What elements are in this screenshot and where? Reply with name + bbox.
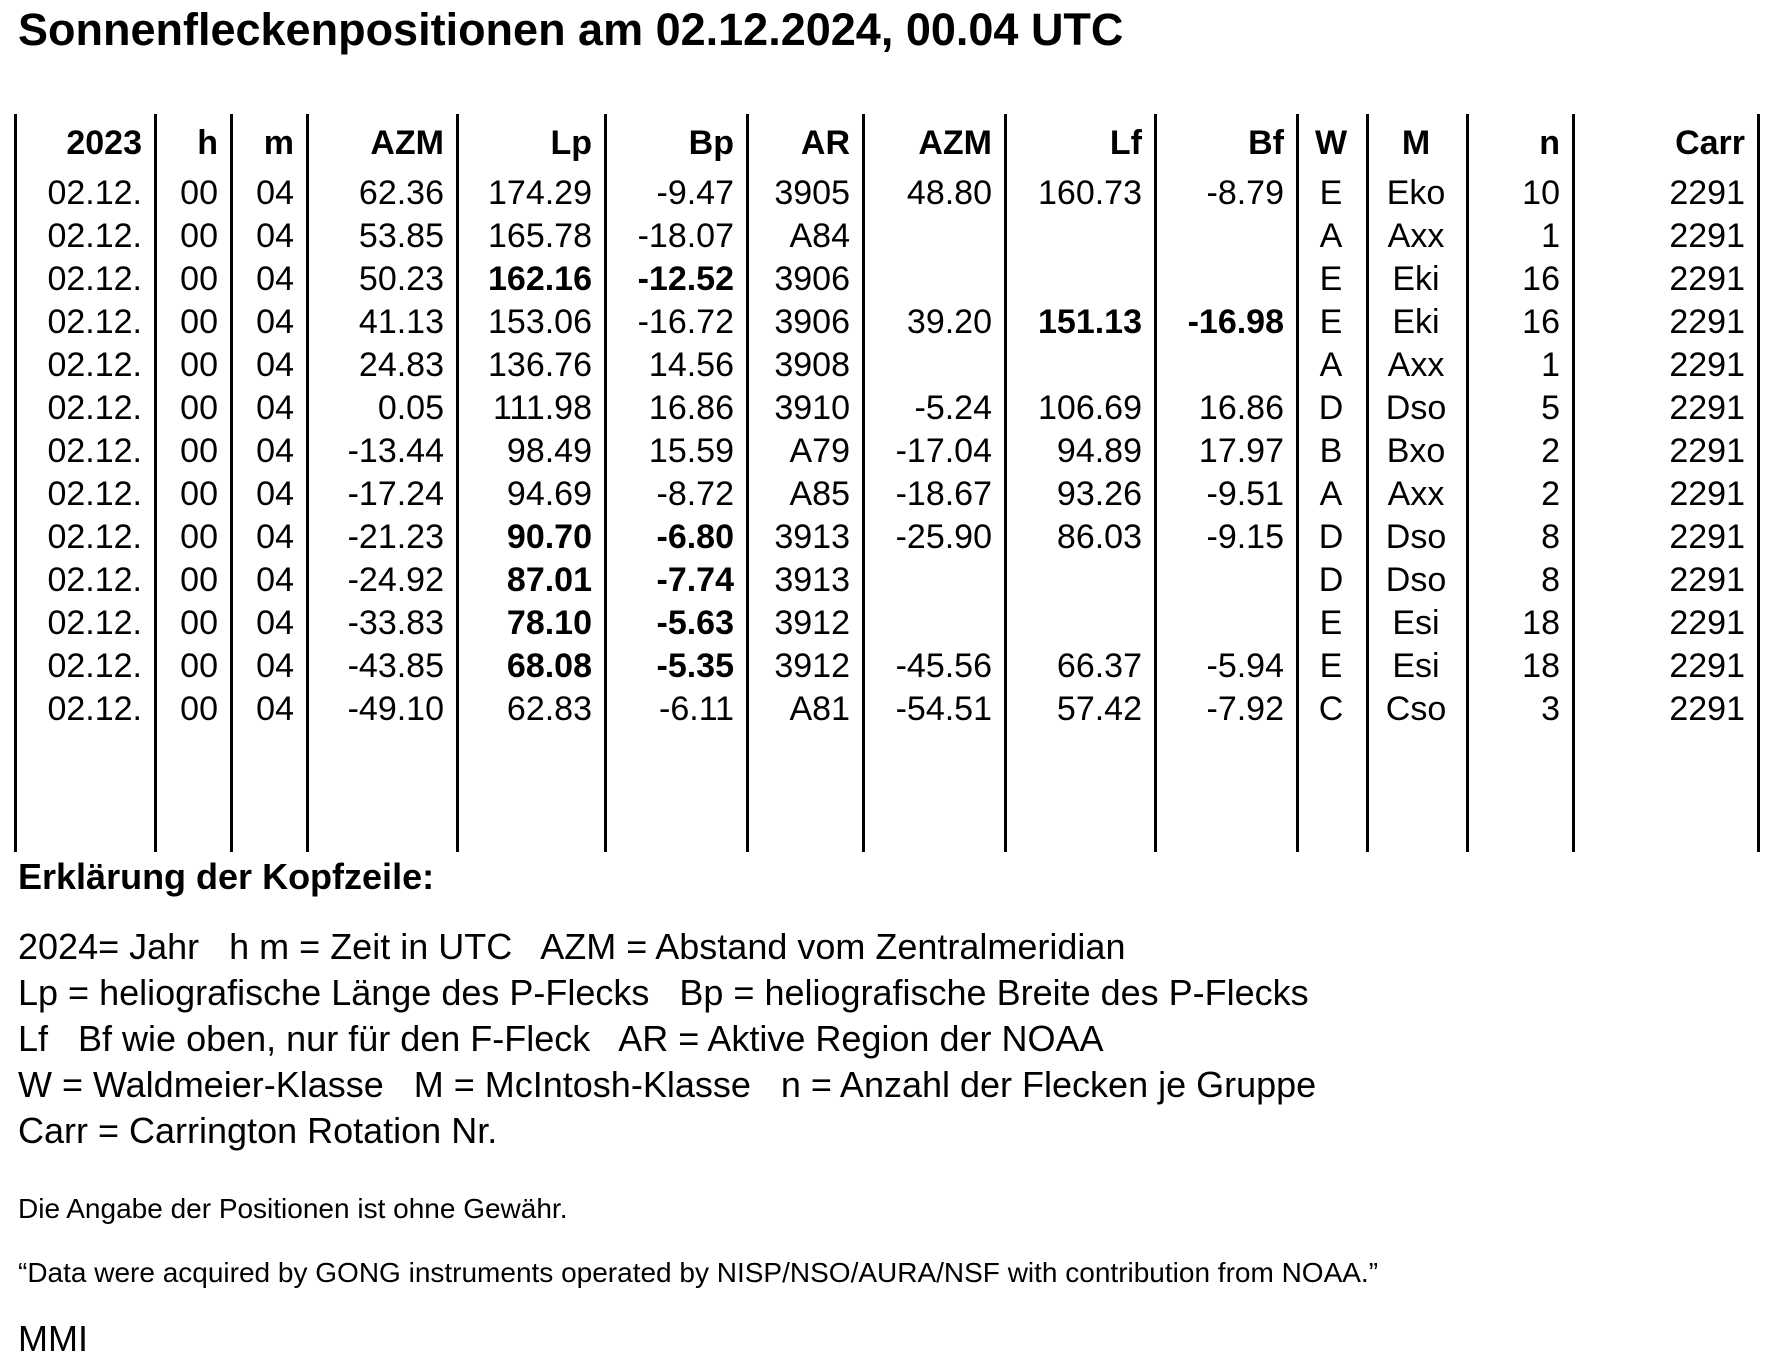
table-cell: 04	[256, 518, 294, 556]
table-cell	[1004, 602, 1154, 645]
table-row	[14, 516, 1757, 559]
table-cell: -9.47	[656, 174, 734, 212]
table-cell: 0.05	[377, 389, 444, 427]
table-cell: -6.80	[656, 518, 734, 556]
table-cell: 00	[180, 346, 218, 384]
legend-line: Lp = heliografische Länge des P-Flecks Bp = heliografische Breite des P-Flecks	[18, 972, 1309, 1013]
table-cell: 18	[1522, 647, 1560, 685]
table-cell: -16.72	[637, 303, 734, 341]
table-cell: 174.29	[488, 174, 592, 212]
table-cell: 04	[256, 217, 294, 255]
table-cell: 02.12.	[47, 303, 142, 341]
table-cell: 02.12.	[47, 432, 142, 470]
table-cell: 165.78	[488, 217, 592, 255]
column-header: 2023	[66, 124, 142, 162]
legend-line: Lf Bf wie oben, nur für den F-Fleck AR = Aktive Region der NOAA	[18, 1018, 1104, 1059]
column-divider	[1757, 114, 1760, 852]
table-cell: 00	[180, 303, 218, 341]
table-cell: 00	[180, 260, 218, 298]
table-row	[14, 688, 1757, 731]
table-cell: Axx	[1387, 217, 1445, 255]
table-row	[14, 344, 1757, 387]
table-cell: 2291	[1669, 303, 1745, 341]
table-cell: -5.63	[656, 604, 734, 642]
table-cell: 2291	[1669, 260, 1745, 298]
table-body	[14, 172, 1757, 731]
table-cell: 04	[256, 432, 294, 470]
table-cell: 16	[1522, 260, 1560, 298]
table-cell: -18.07	[637, 217, 734, 255]
table-cell	[1154, 602, 1296, 645]
table-cell: 02.12.	[47, 260, 142, 298]
column-header: Lp	[550, 124, 592, 162]
table-cell: 78.10	[506, 604, 592, 642]
table-cell: -43.85	[347, 647, 444, 685]
table-cell: 02.12.	[47, 346, 142, 384]
table-cell: 2291	[1669, 475, 1745, 513]
table-cell: -5.35	[656, 647, 734, 685]
legend-heading: Erklärung der Kopfzeile:	[18, 856, 435, 897]
table-cell: 00	[180, 174, 218, 212]
table-cell	[1004, 258, 1154, 301]
table-cell: 04	[256, 561, 294, 599]
table-cell: 2291	[1669, 647, 1745, 685]
page-title: Sonnenfleckenpositionen am 02.12.2024, 00.04 UTC	[18, 4, 1124, 55]
table-cell: -54.51	[895, 690, 992, 728]
table-cell: E	[1319, 604, 1343, 642]
table-cell: 3910	[774, 389, 850, 427]
table-cell: -18.67	[895, 475, 992, 513]
table-cell: Axx	[1387, 346, 1445, 384]
table-cell: 62.36	[358, 174, 444, 212]
table-cell: 2291	[1669, 561, 1745, 599]
table-cell: 16.86	[1198, 389, 1284, 427]
table-cell: -13.44	[347, 432, 444, 470]
table-cell: 02.12.	[47, 475, 142, 513]
column-header: W	[1314, 124, 1348, 162]
table-row	[14, 258, 1757, 301]
table-cell: 2291	[1669, 518, 1745, 556]
table-cell	[1004, 559, 1154, 602]
table-cell: -33.83	[347, 604, 444, 642]
table-cell: 00	[180, 475, 218, 513]
table-cell: 2	[1541, 432, 1560, 470]
table-cell: -17.24	[347, 475, 444, 513]
table-cell	[1154, 215, 1296, 258]
table-cell	[862, 344, 1004, 387]
table-cell: 93.26	[1056, 475, 1142, 513]
table-cell: 3908	[774, 346, 850, 384]
table-cell: B	[1319, 432, 1343, 470]
table-cell: Eki	[1392, 303, 1440, 341]
table-cell: A84	[789, 217, 850, 255]
column-header: AZM	[918, 124, 992, 162]
table-cell: 04	[256, 475, 294, 513]
table-header-row	[14, 114, 1757, 172]
table-cell: -9.15	[1206, 518, 1284, 556]
table-cell: E	[1319, 174, 1343, 212]
table-cell: 2291	[1669, 217, 1745, 255]
table-cell: -8.72	[656, 475, 734, 513]
table-cell: Axx	[1387, 475, 1445, 513]
table-cell: 00	[180, 561, 218, 599]
table-cell: 17.97	[1198, 432, 1284, 470]
table-cell: E	[1319, 303, 1343, 341]
table-cell	[862, 559, 1004, 602]
table-cell: -45.56	[895, 647, 992, 685]
table-cell: 111.98	[493, 389, 592, 427]
table-cell: Eko	[1386, 174, 1446, 212]
table-cell	[862, 258, 1004, 301]
column-header: AR	[800, 124, 850, 162]
table-cell: 2291	[1669, 604, 1745, 642]
table-cell: 1	[1541, 217, 1560, 255]
table-row	[14, 430, 1757, 473]
table-cell: 86.03	[1056, 518, 1142, 556]
table-cell: E	[1319, 260, 1343, 298]
legend-line: W = Waldmeier-Klasse M = McIntosh-Klasse n = Anzahl der Flecken je Gruppe	[18, 1064, 1317, 1105]
sunspot-table	[14, 114, 1757, 731]
column-header: Lf	[1109, 124, 1142, 162]
table-cell: A81	[789, 690, 850, 728]
table-cell: 02.12.	[47, 217, 142, 255]
table-cell: -6.11	[659, 690, 734, 728]
table-cell: 24.83	[358, 346, 444, 384]
table-cell: A79	[789, 432, 850, 470]
table-cell: 10	[1522, 174, 1560, 212]
table-cell: D	[1318, 389, 1344, 427]
table-cell: 02.12.	[47, 518, 142, 556]
table-cell: -49.10	[347, 690, 444, 728]
table-cell: -16.98	[1187, 303, 1284, 341]
table-cell: 00	[180, 604, 218, 642]
table-cell: Dso	[1385, 389, 1447, 427]
table-cell: 2291	[1669, 174, 1745, 212]
column-header: n	[1539, 124, 1560, 162]
table-cell: 04	[256, 260, 294, 298]
table-cell: A	[1319, 217, 1343, 255]
table-cell: 151.13	[1038, 303, 1142, 341]
table-cell: -9.51	[1206, 475, 1284, 513]
table-cell: 2291	[1669, 389, 1745, 427]
table-cell: 04	[256, 647, 294, 685]
table-cell	[1154, 344, 1296, 387]
table-cell: 2291	[1669, 432, 1745, 470]
table-cell: 00	[180, 518, 218, 556]
table-cell	[862, 215, 1004, 258]
table-cell: 00	[180, 690, 218, 728]
table-cell	[862, 602, 1004, 645]
table-cell: -17.04	[895, 432, 992, 470]
table-cell: 02.12.	[47, 604, 142, 642]
table-cell: 3906	[774, 260, 850, 298]
table-cell: -25.90	[895, 518, 992, 556]
table-cell: -5.24	[914, 389, 992, 427]
table-cell: C	[1318, 690, 1344, 728]
table-cell: -24.92	[347, 561, 444, 599]
data-credit: “Data were acquired by GONG instruments operated by NISP/NSO/AURA/NSF with contribution from NOAA.”	[18, 1257, 1379, 1288]
table-cell: A	[1319, 346, 1343, 384]
table-cell: 04	[256, 604, 294, 642]
table-cell: 02.12.	[47, 647, 142, 685]
table-cell: Dso	[1385, 518, 1447, 556]
table-cell: 04	[256, 174, 294, 212]
table-cell: E	[1319, 647, 1343, 685]
column-header: M	[1401, 124, 1431, 162]
table-cell: 94.89	[1056, 432, 1142, 470]
table-cell: 2291	[1669, 690, 1745, 728]
table-cell: 48.80	[906, 174, 992, 212]
table-cell: 18	[1522, 604, 1560, 642]
table-cell: 160.73	[1038, 174, 1142, 212]
table-cell: 02.12.	[47, 561, 142, 599]
table-cell: 1	[1541, 346, 1560, 384]
table-cell: 02.12.	[47, 174, 142, 212]
legend-lines	[18, 924, 1316, 1154]
table-cell: 3913	[774, 561, 850, 599]
table-row	[14, 559, 1757, 602]
table-row	[14, 602, 1757, 645]
table-cell: 04	[256, 346, 294, 384]
table-cell	[1154, 258, 1296, 301]
table-cell: -5.94	[1206, 647, 1284, 685]
column-header: m	[263, 124, 294, 162]
table-cell: 3	[1541, 690, 1560, 728]
table-row	[14, 301, 1757, 344]
table-cell: 98.49	[506, 432, 592, 470]
legend-line: 2024= Jahr h m = Zeit in UTC AZM = Abstand vom Zentralmeridian	[18, 926, 1126, 967]
table-cell: 94.69	[506, 475, 592, 513]
table-cell: 5	[1541, 389, 1560, 427]
author-signature: MMI	[18, 1318, 88, 1359]
table-row	[14, 172, 1757, 215]
table-row	[14, 387, 1757, 430]
table-row	[14, 645, 1757, 688]
disclaimer: Die Angabe der Positionen ist ohne Gewähr.	[18, 1193, 568, 1224]
table-cell: 16.86	[648, 389, 734, 427]
table-cell	[1154, 559, 1296, 602]
table-cell: D	[1318, 518, 1344, 556]
table-cell: 162.16	[488, 260, 592, 298]
table-cell: 57.42	[1056, 690, 1142, 728]
table-cell: 41.13	[358, 303, 444, 341]
table-cell: Dso	[1385, 561, 1447, 599]
table-cell: Esi	[1392, 604, 1440, 642]
table-cell: 2	[1541, 475, 1560, 513]
table-cell: Cso	[1385, 690, 1447, 728]
table-cell: 8	[1541, 561, 1560, 599]
table-cell: Esi	[1392, 647, 1440, 685]
table-cell: A	[1319, 475, 1343, 513]
table-cell: 02.12.	[47, 389, 142, 427]
table-cell: 15.59	[648, 432, 734, 470]
table-cell: 3913	[774, 518, 850, 556]
table-cell: 3905	[774, 174, 850, 212]
table-cell: A85	[789, 475, 850, 513]
table-cell: 153.06	[488, 303, 592, 341]
table-row	[14, 215, 1757, 258]
table-cell: 136.76	[488, 346, 592, 384]
table-cell: 3906	[774, 303, 850, 341]
table-cell: 106.69	[1038, 389, 1142, 427]
column-header: Carr	[1675, 124, 1745, 162]
table-cell: 2291	[1669, 346, 1745, 384]
table-cell: 66.37	[1056, 647, 1142, 685]
table-cell: -7.92	[1206, 690, 1284, 728]
table-cell: 00	[180, 389, 218, 427]
column-header: Bp	[688, 124, 734, 162]
table-cell: 04	[256, 389, 294, 427]
table-cell: 87.01	[506, 561, 592, 599]
column-header: Bf	[1248, 124, 1284, 162]
legend-line: Carr = Carrington Rotation Nr.	[18, 1110, 498, 1151]
table-cell	[1004, 344, 1154, 387]
table-cell: 68.08	[506, 647, 592, 685]
table-cell: 02.12.	[47, 690, 142, 728]
column-header: h	[197, 124, 218, 162]
table-cell: 04	[256, 690, 294, 728]
table-cell: 8	[1541, 518, 1560, 556]
table-cell: 04	[256, 303, 294, 341]
table-cell	[1004, 215, 1154, 258]
table-cell: 39.20	[906, 303, 992, 341]
table-cell: 16	[1522, 303, 1560, 341]
table-cell: 00	[180, 217, 218, 255]
table-cell: 90.70	[506, 518, 592, 556]
column-header: AZM	[370, 124, 444, 162]
table-cell: -21.23	[347, 518, 444, 556]
table-row	[14, 473, 1757, 516]
table-cell: 50.23	[358, 260, 444, 298]
table-cell: 3912	[774, 604, 850, 642]
table-cell: D	[1318, 561, 1344, 599]
sunspot-table-frame	[14, 114, 1760, 852]
table-cell: -8.79	[1206, 174, 1284, 212]
table-cell: 53.85	[358, 217, 444, 255]
table-cell: 3912	[774, 647, 850, 685]
table-cell: 00	[180, 432, 218, 470]
table-cell: 14.56	[648, 346, 734, 384]
table-cell: -12.52	[637, 260, 734, 298]
table-cell: Eki	[1392, 260, 1440, 298]
table-cell: -7.74	[656, 561, 734, 599]
table-cell: 00	[180, 647, 218, 685]
table-cell: 62.83	[506, 690, 592, 728]
table-cell: Bxo	[1386, 432, 1446, 470]
